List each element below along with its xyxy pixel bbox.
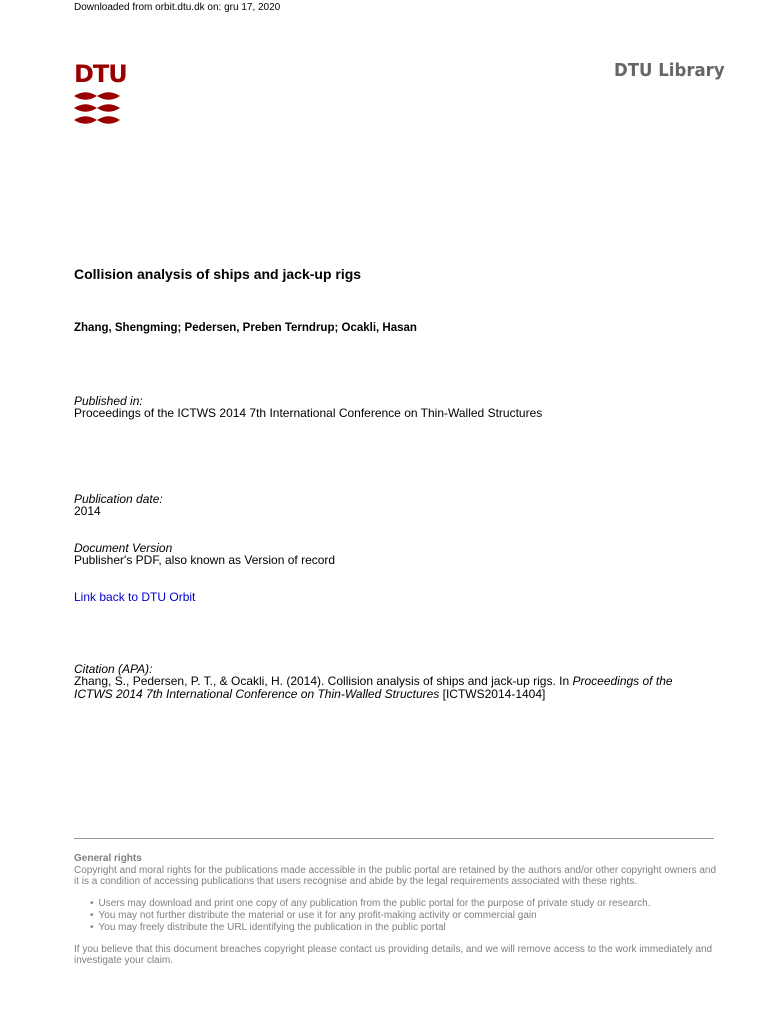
dtu-library-label: DTU Library (614, 60, 725, 81)
dtu-logo-mark-icon (74, 90, 120, 126)
breach-notice: If you believe that this document breaches copyright please contact us providing details, and we will remove access to the work immediately and investigate your claim. (74, 944, 713, 966)
citation-proceedings: Proceedings of the ICTWS 2014 7th International Conference on Thin-Walled Structures (74, 674, 673, 701)
download-note: Downloaded from orbit.dtu.dk on: gru 17, 2020 (74, 2, 281, 13)
document-version-label: Document Version (74, 541, 173, 555)
document-version-value: Publisher's PDF, also known as Version of record (74, 553, 336, 567)
published-in-label: Published in: (74, 394, 143, 408)
publication-date-value: 2014 (74, 504, 101, 518)
general-rights-text: Copyright and moral rights for the publications made accessible in the public portal are retained by the authors and/or other copyright owners and it is a condition of accessing publications that users recognise and abide by the legal requirements associated with these rights. (74, 865, 717, 887)
published-in-value: Proceedings of the ICTWS 2014 7th International Conference on Thin-Walled Structures (74, 406, 543, 420)
list-item: • You may not further distribute the material or use it for any profit-making activity or commercial gain (90, 910, 650, 922)
rights-list (90, 898, 650, 934)
publication-date-label: Publication date: (74, 492, 163, 506)
dtu-orbit-link[interactable]: Link back to DTU Orbit (74, 590, 196, 604)
authors: Zhang, Shengming; Pedersen, Preben Terndrup; Ocakli, Hasan (74, 322, 417, 334)
divider (74, 838, 714, 839)
list-item: • You may freely distribute the URL identifying the publication in the public portal (90, 922, 650, 934)
dtu-logo-text: DTU (74, 60, 127, 88)
citation-label: Citation (APA): (74, 662, 153, 676)
citation-id: [ICTWS2014-1404] (439, 687, 546, 701)
citation (74, 675, 714, 701)
list-item: • Users may download and print one copy of any publication from the public portal for the purpose of private study or research. (90, 898, 650, 910)
citation-text: Zhang, S., Pedersen, P. T., & Ocakli, H. (2014). Collision analysis of ships and jack-up rigs. In (74, 674, 573, 688)
dtu-logo (74, 60, 127, 126)
page-title: Collision analysis of ships and jack-up rigs (74, 266, 362, 282)
general-rights-title: General rights (74, 853, 142, 864)
